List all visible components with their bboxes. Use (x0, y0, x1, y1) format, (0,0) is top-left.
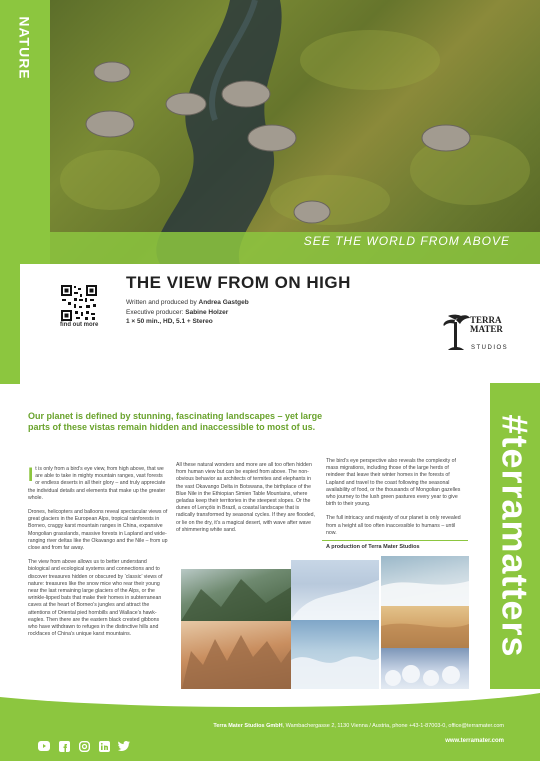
qr-code-graphic (60, 284, 98, 322)
article-column-1: It is only from a bird’s eye view, from high above, that we are able to take in mighty mountain ranges, vast forests or endless deserts in all their glory – and truly appreciate the individual details and elements that make up the greater whole. Drones, helicopters and balloons reveal spectacular views of great glaciers in the European Alps, tropical rainforests in Borneo, craggy karst mountain ranges in China, expansive Mongolian grasslands, massive forests in Lapland and wide-ranging river deltas like the Okavango and the Nile – from up close and from far away. The view from above allows us to better understand biological and ecological systems and connections and to discover treasures hidden or obscured by ‘classic’ views of nature: treasures like the snow mice who rear their young near the last remaining large glaciers of the Alps, or the wrinkle-lipped bats that make their homes in subterranean caves at the heart of Borneo’s jungles and attract the attentions of Oriental pied hornbills and Wallace’s hawk-eagles. Then there are the eastern black crested gibbons who have withdrawn to refuges in the distinctive hills and rockfaces of China’s unique karst mountains. (28, 465, 168, 638)
logo-subtext: STUDIOS (471, 345, 509, 351)
tagline: SEE THE WORLD FROM ABOVE (303, 234, 510, 248)
photo-white-dunes (291, 620, 379, 696)
article-column-3: The bird’s eye perspective also reveals the complexity of mass migrations, including those of the large herds of reindeer that leave their winter homes in the forests of Lapland and travel to the coast following the seasonal availability of food, or the thousands of Mongolian gazelles who journey to the lush green pastures every year to give birth to their young. The full intricacy and majesty of our planet is only revealed from a height all too often inaccessible to humans – until now. (326, 458, 461, 536)
drop-cap: I (28, 465, 34, 486)
footer-website-link[interactable]: www.terramater.com (445, 738, 504, 744)
production-credit: A production of Terra Mater Studios (326, 544, 420, 550)
production-divider (322, 540, 468, 541)
photo-badlands (181, 621, 291, 693)
footer-wave (0, 689, 540, 711)
qr-code[interactable] (60, 284, 98, 322)
logo-wordmark: TERRA MATER (470, 315, 503, 334)
left-accent-stripe-mid (0, 264, 20, 384)
intro-text: Our planet is defined by stunning, fascinating landscapes – yet large parts of these vistas remain hidden and inaccessible to most of us. (28, 411, 323, 432)
facebook-icon[interactable] (58, 740, 70, 752)
photo-grassland (381, 606, 469, 648)
section-label: NATURE (17, 16, 34, 80)
footer-address: Terra Mater Studios GmbH, Wambachergasse 2, 1130 Vienna / Austria, phone +43-1-87003-0, office@terramater.com (213, 723, 504, 729)
photo-mountain-valley (181, 569, 291, 621)
hero-illustration (50, 0, 540, 264)
instagram-icon[interactable] (78, 740, 90, 752)
linkedin-icon[interactable] (98, 740, 110, 752)
credits: Written and produced by Andrea Gastgeb Executive producer: Sabine Holzer 1 × 50 min., HD, 5.1 + Stereo (126, 299, 249, 325)
qr-label[interactable]: find out more (60, 322, 99, 328)
photo-coastline (381, 556, 469, 606)
hero-image-elephants (50, 0, 540, 264)
photo-glacier (291, 560, 379, 620)
twitter-icon[interactable] (118, 740, 130, 752)
youtube-icon[interactable] (38, 740, 50, 752)
article-column-2: All these natural wonders and more are all too often hidden from human view but can be espied from above. The non-obvious behavior as architects of termites and elephants in the vast Okavango Delta in Botswana, the birthplace of the Blue Nile in the Ethiopian Simien Table Mountains, where geladas keep their territories in the steepest slopes. Or the dunes of Lençóis in Brazil, a coastal landscape that is radically transformed by seasonal cycles. If they are flooded, or lie on the dry, it’s a magical desert, with wave after wave of shimmering white sand. (176, 462, 315, 533)
social-links (38, 740, 130, 752)
hashtag: #terramatters (495, 414, 537, 658)
page-title: THE VIEW FROM ON HIGH (126, 273, 351, 292)
